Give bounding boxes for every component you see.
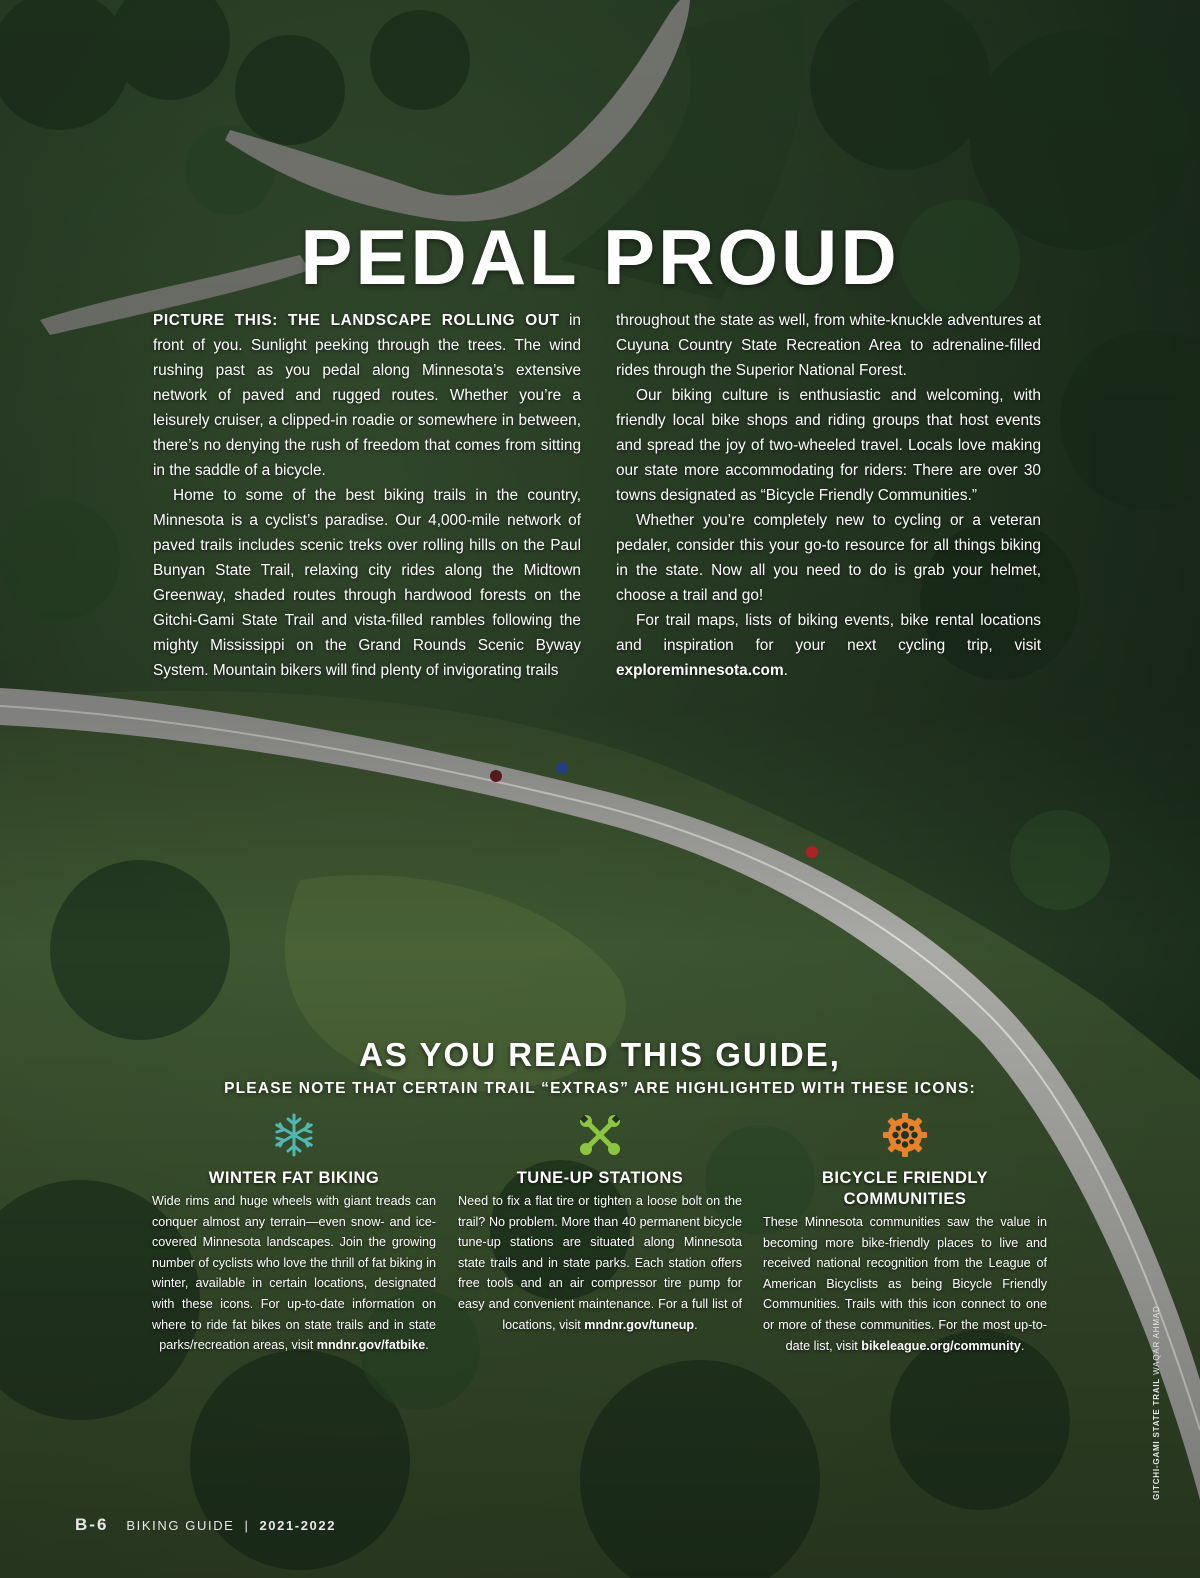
intro-paragraph-6 (616, 608, 1041, 683)
intro-left-column (153, 308, 581, 683)
tune-up-stations-title: TUNE-UP STATIONS (516, 1169, 684, 1187)
intro-paragraph-5: Whether you’re completely new to cycling or a veteran pedaler, consider this your go-to resource for all things biking in the state. Now all you need to do is grab your helmet, choose a trail and go! (616, 512, 1041, 604)
bicycle-friendly-communities-end: . (1020, 1338, 1025, 1353)
intro-paragraph-4: Our biking culture is enthusiastic and welcoming, with friendly local bike shops and riding groups that host events and spread the joy of two-wheeled travel. Locals love making our state more accommodating for riders: There are over 30 towns designated as “Bicycle Friendly Communities.” (616, 387, 1041, 504)
bicycle-friendly-communities-body: These Minnesota communities saw the value in becoming more bike-friendly places to live and received national recognition from the League of American Bicyclists as being Bicycle Friendly Communities. Trails with this icon connect to one or more of these communities. For the most up-to-date list, visit (763, 1215, 1047, 1353)
tune-up-stations-end: . (694, 1317, 698, 1332)
intro-paragraph-6-text: For trail maps, lists of biking events, bike rental locations and inspiration for your next cycling trip, visit (616, 612, 1041, 654)
tuneup-link[interactable]: mndnr.gov/tuneup (584, 1317, 695, 1332)
publication-years: 2021-2022 (259, 1518, 337, 1533)
publication-name: BIKING GUIDE (126, 1518, 235, 1533)
snowflake-icon (271, 1112, 317, 1158)
intro-paragraph-1: in front of you. Sunlight peeking through the trees. The wind rushing past as you pedal along Minnesota’s extensive network of paved and rugged routes. Whether you’re a leisurely cruiser, a clipped-in roadie or somewhere in between, there’s no denying the rush of freedom that comes from sitting in the saddle of a bicycle. (153, 312, 581, 479)
tune-up-stations-text (458, 1191, 742, 1335)
winter-fat-biking-body: Wide rims and huge wheels with giant treads can conquer almost any terrain—even snow- and ice-covered Minnesota landscapes. Join the growing number of cyclists who love the thrill of fat biking in winter, available in certain locations, designated with these icons. For up-to-date information on where to ride fat bikes on state trails and in state parks/recreation areas, visit (152, 1194, 436, 1353)
guide-subheading: PLEASE NOTE THAT CERTAIN TRAIL “EXTRAS” ARE HIGHLIGHTED WITH THESE ICONS: (224, 1080, 976, 1097)
photo-credit (1152, 1305, 1161, 1500)
bikeleague-link[interactable]: bikeleague.org/community (861, 1338, 1021, 1353)
winter-fat-biking-text (152, 1191, 436, 1356)
footer-separator: | (244, 1518, 250, 1533)
bicycle-friendly-communities-section (763, 1112, 1047, 1356)
gear-icon (882, 1112, 928, 1158)
intro-paragraph (153, 308, 581, 483)
winter-fat-biking-section (152, 1112, 436, 1356)
intro-right-column (616, 308, 1041, 683)
winter-fat-biking-title: WINTER FAT BIKING (208, 1169, 380, 1187)
intro-paragraph-2: Home to some of the best biking trails in the country, Minnesota is a cyclist’s paradise. Our 4,000-mile network of paved trails includes scenic treks over rolling hills on the Paul Bunyan State Trail, relaxing city rides along the Midtown Greenway, shaded routes through hardwood forests on the Gitchi-Gami State Trail and vista-filled rambles following the mighty Mississippi on the Grand Rounds Scenic Byway System. Mountain bikers will find plenty of invigorating trails (153, 487, 581, 679)
photo-credit-location: GITCHI-GAMI STATE TRAIL (1152, 1377, 1161, 1500)
page-number: B-6 (75, 1515, 109, 1534)
photo-credit-photographer: WAQAR AHMAD (1152, 1305, 1161, 1375)
page-title: PEDAL PROUD (300, 213, 900, 301)
intro-paragraph-3: throughout the state as well, from white-knuckle adventures at Cuyuna Country State Recreation Area to adrenaline-filled rides through the Superior National Forest. (616, 312, 1041, 379)
guide-heading: AS YOU READ THIS GUIDE, (359, 1036, 841, 1073)
tune-up-stations-body: Need to fix a flat tire or tighten a loose bolt on the trail? No problem. More than 40 permanent bicycle tune-up stations are situated along Minnesota state trails and in state parks. Each station offers free tools and an air compressor tire pump for easy and convenient maintenance. For a full list of locations, visit (458, 1194, 742, 1332)
exploreminnesota-link[interactable]: exploreminnesota.com (616, 662, 784, 679)
page-footer (75, 1515, 336, 1535)
intro-paragraph-6-end: . (783, 662, 788, 679)
bicycle-friendly-communities-text (763, 1212, 1047, 1356)
intro-lead: PICTURE THIS: THE LANDSCAPE ROLLING OUT (153, 312, 560, 329)
fatbike-link[interactable]: mndnr.gov/fatbike (316, 1338, 426, 1353)
wrench-icon (577, 1112, 623, 1158)
winter-fat-biking-end: . (425, 1338, 429, 1353)
bicycle-friendly-communities-title: BICYCLE FRIENDLY COMMUNITIES (822, 1169, 988, 1208)
tune-up-stations-section (458, 1112, 742, 1335)
